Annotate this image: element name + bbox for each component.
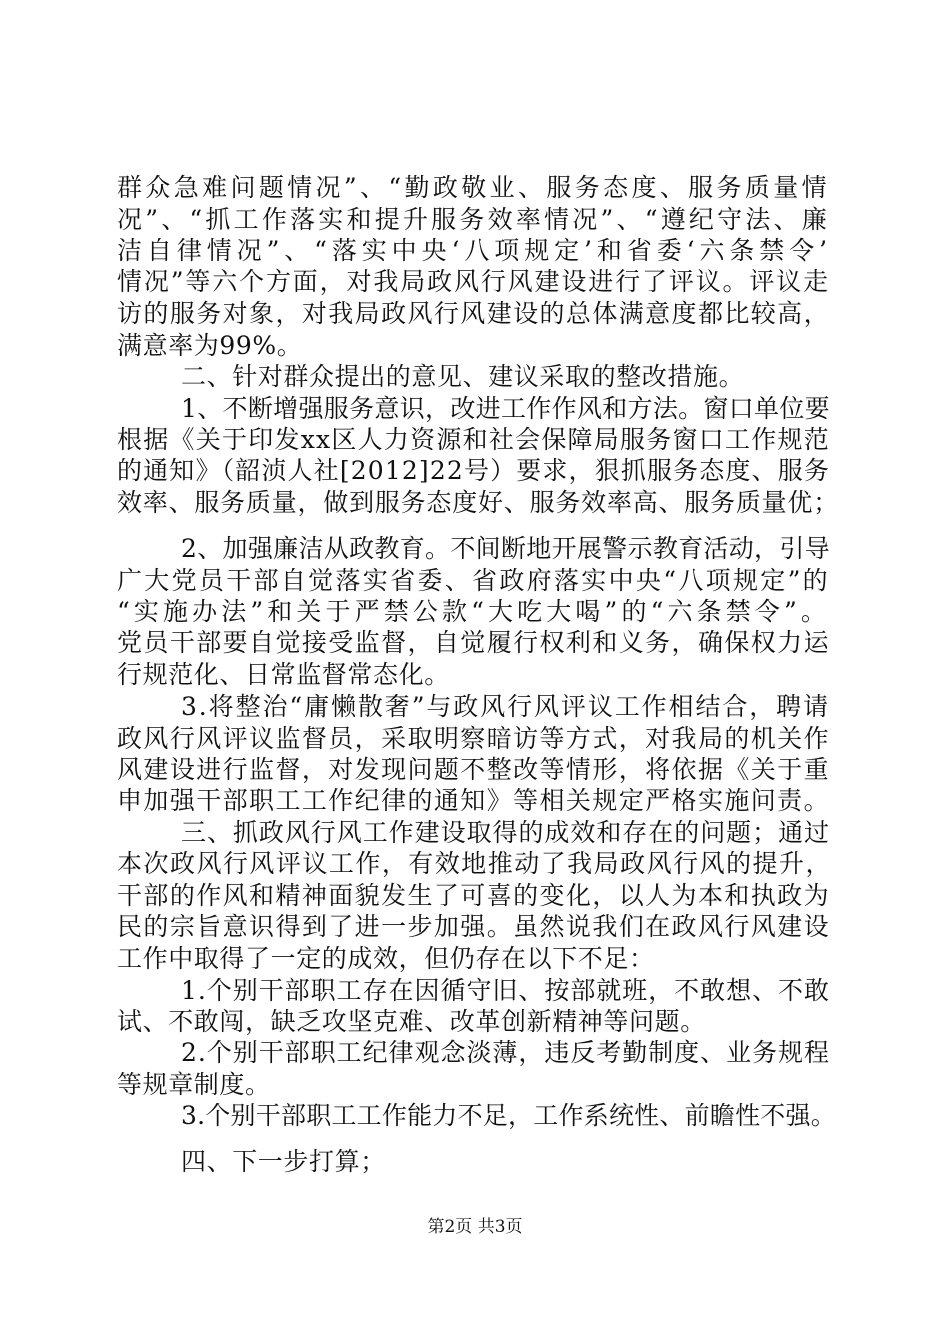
body-line: 情况”等六个方面，对我局政风行风建设进行了评议。评议走: [117, 267, 830, 296]
body-line: 二、针对群众提出的意见、建议采取的整改措施。: [181, 362, 745, 391]
body-line: 3.将整治“庸懒散奢”与政风行风评议工作相结合，聘请: [181, 692, 830, 721]
body-line: 2、加强廉洁从政教育。不间断地开展警示教育活动，引导: [181, 534, 830, 563]
body-line: 根据《关于印发xx区人力资源和社会保障局服务窗口工作规范: [117, 425, 830, 454]
body-line: 等规章制度。: [117, 1070, 271, 1099]
body-line: 况”、“抓工作落实和提升服务效率情况”、“遵纪守法、廉: [117, 205, 830, 234]
body-line: 行规范化、日常监督常态化。: [117, 660, 450, 689]
body-line: 试、不敢闯，缺乏攻坚克难、改革创新精神等问题。: [117, 1007, 706, 1036]
body-line: 洁自律情况”、“落实中央‘八项规定’和省委‘六条禁令’: [117, 236, 832, 265]
body-line: 1.个别干部职工存在因循守旧、按部就班，不敢想、不敢: [181, 976, 830, 1005]
body-line: 群众急难问题情况”、“勤政敬业、服务态度、服务质量情: [117, 173, 830, 202]
body-line: 干部的作风和精神面貌发生了可喜的变化，以人为本和执政为: [117, 881, 830, 910]
body-line: 本次政风行风评议工作，有效地推动了我局政风行风的提升，: [117, 849, 832, 878]
body-line: 风建设进行监督，对发现问题不整改等情形，将依据《关于重: [117, 755, 830, 784]
body-line: 1、不断增强服务意识，改进工作作风和方法。窗口单位要: [181, 394, 830, 423]
body-line: 满意率为99%。: [117, 331, 303, 360]
body-line: 3.个别干部职工工作能力不足，工作系统性、前瞻性不强。: [181, 1101, 836, 1130]
body-line: “实施办法”和关于严禁公款“大吃大喝”的“六条禁令”。: [117, 597, 830, 626]
body-line: 访的服务对象，对我局政风行风建设的总体满意度都比较高，: [117, 299, 830, 328]
body-line: 四、下一步打算；: [181, 1147, 386, 1176]
body-line: 的通知》（韶浈人社[2012]22号）要求，狠抓服务态度、服务: [117, 456, 830, 485]
body-line: 广大党员干部自觉落实省委、省政府落实中央“八项规定”的: [117, 566, 830, 595]
body-line: 政风行风评议监督员，采取明察暗访等方式，对我局的机关作: [117, 724, 830, 753]
body-line: 三、抓政风行风工作建设取得的成效和存在的问题；通过: [181, 818, 830, 847]
body-line: 工作中取得了一定的成效，但仍存在以下不足：: [117, 944, 655, 973]
body-line: 党员干部要自觉接受监督，自觉履行权利和义务，确保权力运: [117, 628, 830, 657]
page-footer: 第2页 共3页: [427, 1217, 523, 1237]
body-line: 民的宗旨意识得到了进一步加强。虽然说我们在政风行风建设: [117, 912, 830, 941]
body-line: 2.个别干部职工纪律观念淡薄，违反考勤制度、业务规程: [181, 1038, 830, 1067]
body-line: 申加强干部职工工作纪律的通知》等相关规定严格实施问责。: [117, 786, 830, 815]
body-line: 效率、服务质量，做到服务态度好、服务效率高、服务质量优；: [117, 488, 839, 517]
